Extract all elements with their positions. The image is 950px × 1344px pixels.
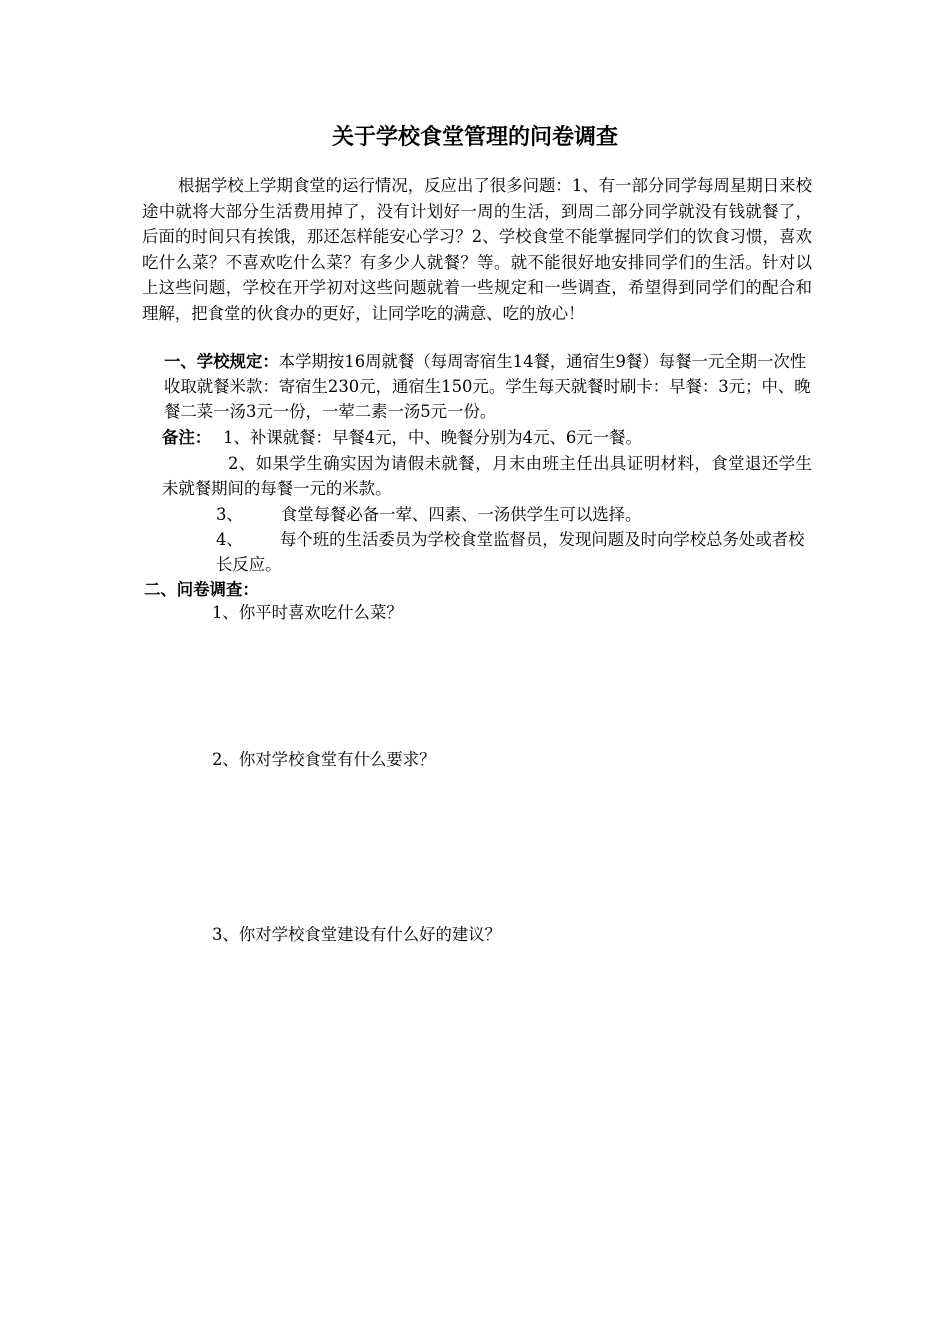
note-label: 备注：	[162, 428, 212, 447]
note-item-2: 2、如果学生确实因为请假未就餐，月末由班主任出具证明材料，食堂退还学生未就餐期间的每餐一元的米款。	[162, 454, 812, 498]
intro-paragraph: 根据学校上学期食堂的运行情况，反应出了很多问题：1、有一部分同学每周星期日来校途中就将大部分生活费用掉了，没有计划好一周的生活，到周二部分同学就没有钱就餐了，后面的时间只有挨饿，那还怎样能安心学习？2、学校食堂不能掌握同学们的饮食习惯，喜欢吃什么菜？不喜欢吃什么菜？有多少人就餐？等。就不能很好地安排同学们的生活。针对以上这些问题，学校在开学初对这些问题就着一些规定和一些调查，希望得到同学们的配合和理解，把食堂的伙食办的更好，让同学吃的满意、吃的放心！	[142, 176, 812, 323]
survey-question-3: 3、你对学校食堂建设有什么好的建议？	[212, 925, 502, 944]
school-rules-paragraph	[158, 349, 812, 424]
note-line-4	[216, 527, 812, 577]
survey-heading: 二、问卷调查：	[144, 580, 259, 599]
document-title: 关于学校食堂管理的问卷调查	[331, 124, 618, 150]
note-item-3-number: 3、	[216, 505, 243, 524]
note-item-1: 1、补课就餐：早餐4元，中、晚餐分别为4元、6元一餐。	[223, 428, 642, 447]
survey-question-1: 1、你平时喜欢吃什么菜？	[212, 603, 403, 622]
school-rules-text: 本学期按16周就餐（每周寄宿生14餐，通宿生9餐）每餐一元全期一次性收取就餐米款：寄宿生230元，通宿生150元。学生每天就餐时刷卡：早餐：3元；中、晚餐二菜一汤3元一份，一荤二素一汤5元一份。	[164, 352, 811, 421]
survey-question-2: 2、你对学校食堂有什么要求？	[212, 750, 436, 769]
note-line-3	[216, 502, 812, 527]
note-item-3: 食堂每餐必备一荤、四素、一汤供学生可以选择。	[280, 505, 642, 524]
school-rules-heading: 一、学校规定：	[164, 352, 279, 371]
note-item-4: 每个班的生活委员为学校食堂监督员，发现问题及时向学校总务处或者校长反应。	[216, 530, 805, 574]
note-item-4-number: 4、	[216, 530, 243, 549]
note-line-1	[162, 425, 812, 450]
